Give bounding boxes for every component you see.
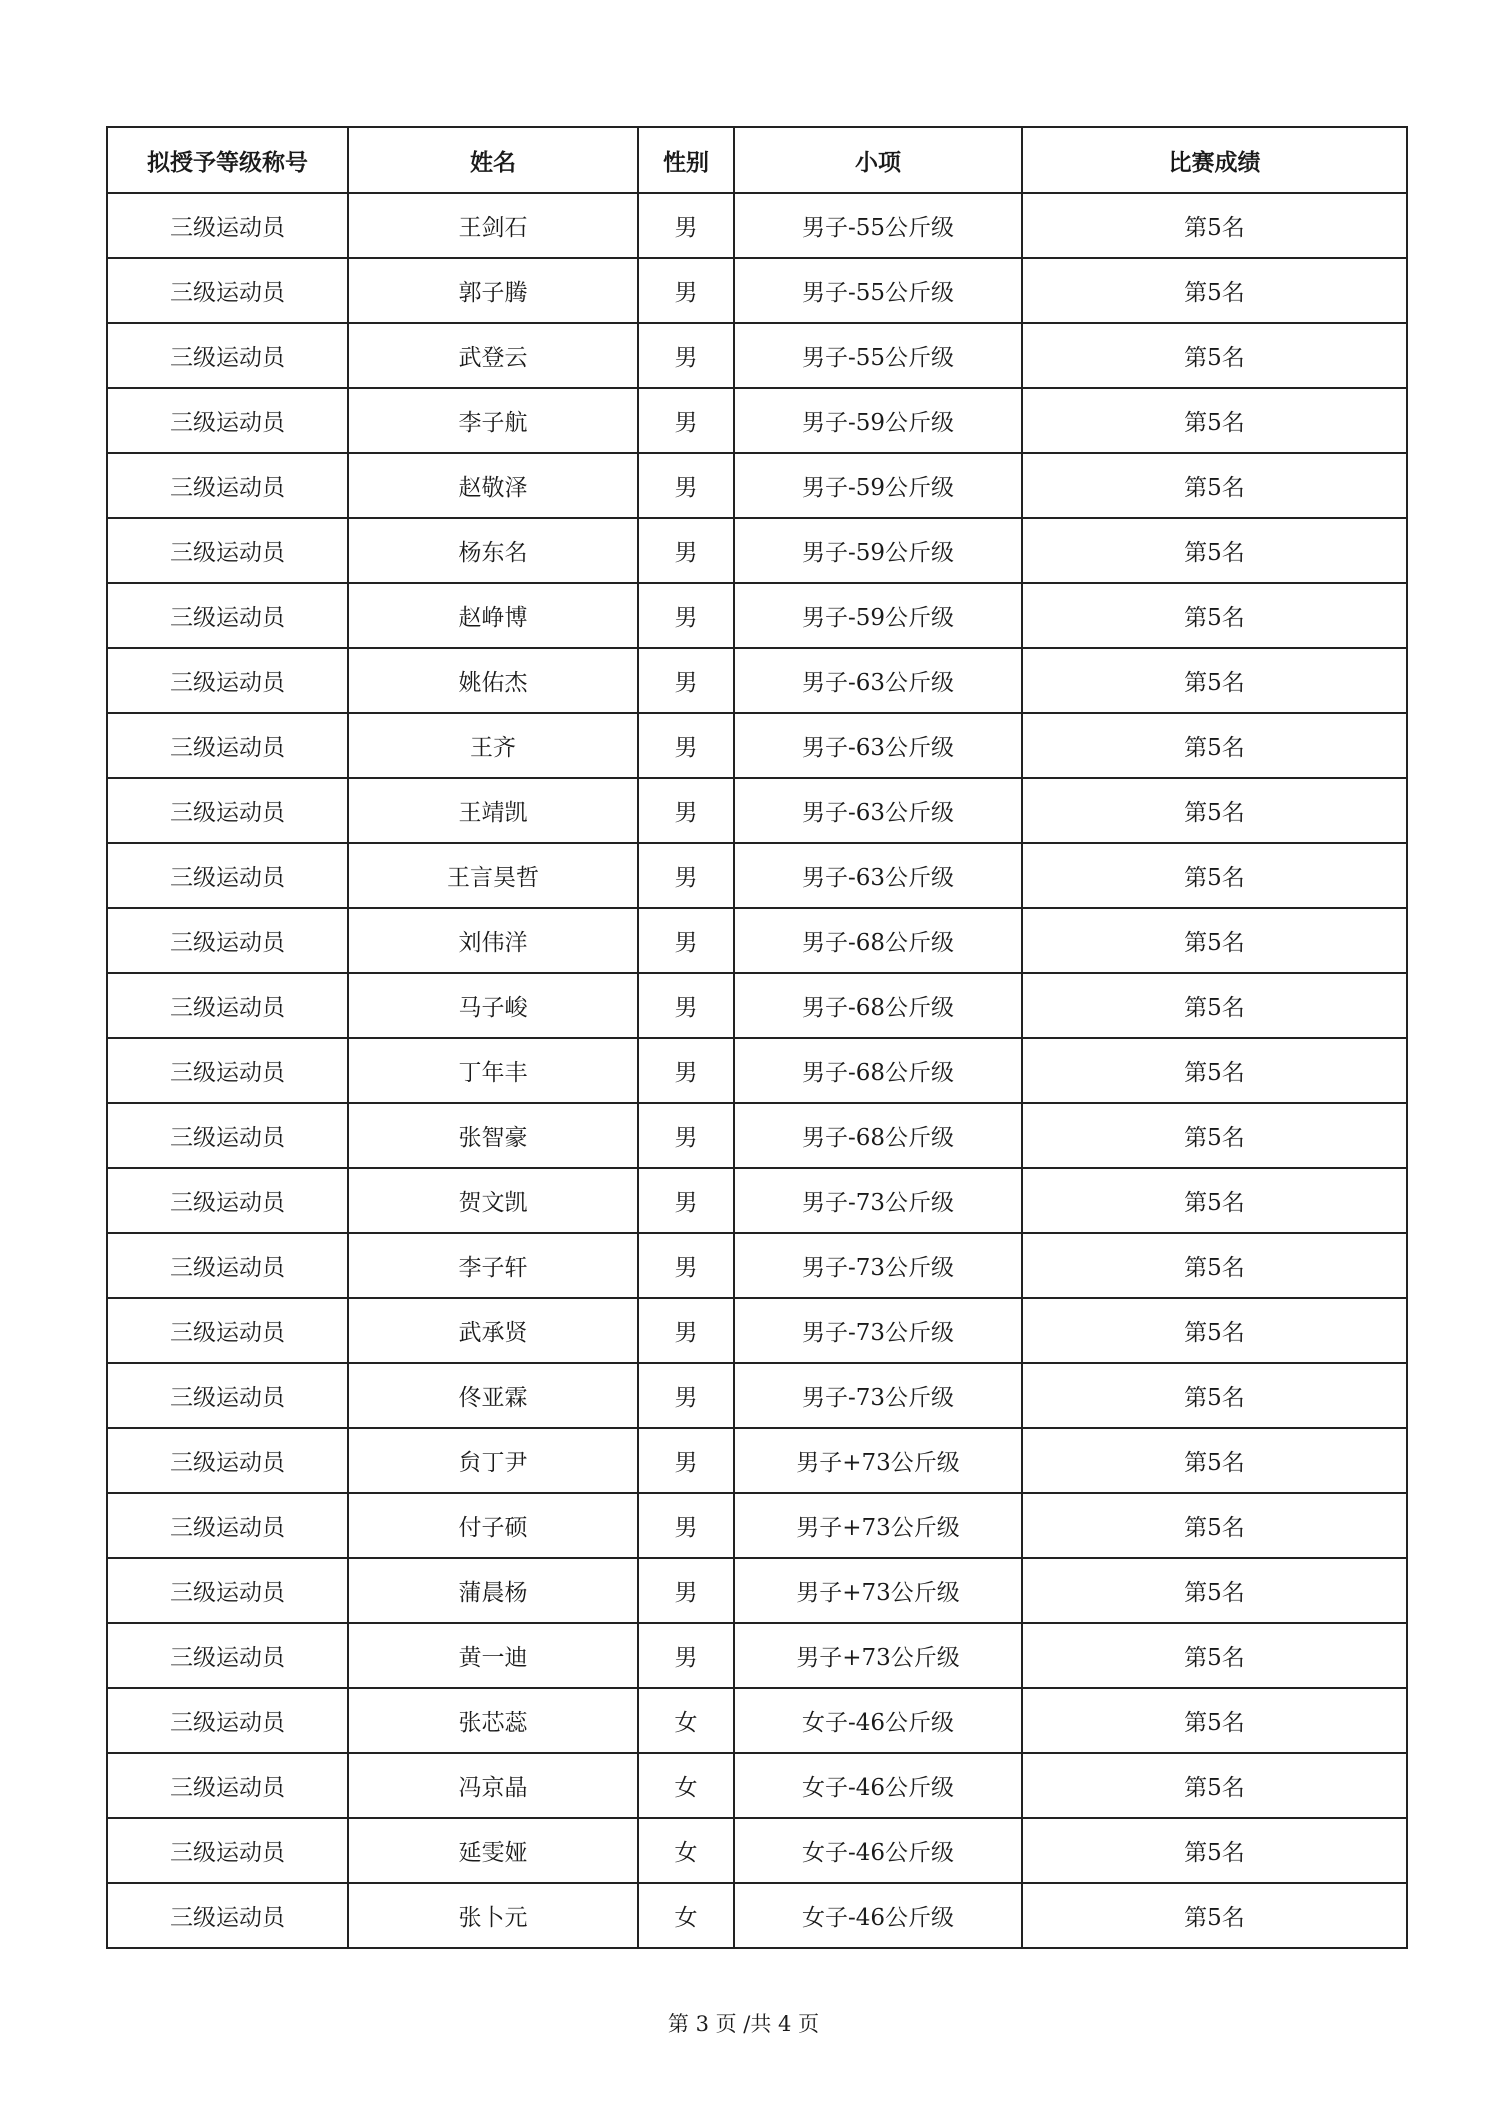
cell-name: 王靖凯	[348, 778, 638, 843]
cell-event: 男子-59公斤级	[734, 583, 1022, 648]
table-row	[107, 1883, 1407, 1948]
table-body	[107, 193, 1407, 1948]
cell-event: 男子-63公斤级	[734, 778, 1022, 843]
cell-name: 付子硕	[348, 1493, 638, 1558]
cell-gender: 男	[638, 778, 734, 843]
cell-gender: 男	[638, 973, 734, 1038]
table-row	[107, 843, 1407, 908]
cell-event: 男子-73公斤级	[734, 1168, 1022, 1233]
cell-name: 赵敬泽	[348, 453, 638, 518]
table-row	[107, 973, 1407, 1038]
cell-gender: 男	[638, 1103, 734, 1168]
cell-title: 三级运动员	[107, 1363, 348, 1428]
cell-gender: 女	[638, 1818, 734, 1883]
header-title: 拟授予等级称号	[107, 127, 348, 193]
cell-result: 第5名	[1022, 388, 1407, 453]
cell-title: 三级运动员	[107, 778, 348, 843]
cell-event: 男子-55公斤级	[734, 258, 1022, 323]
cell-event: 男子-63公斤级	[734, 713, 1022, 778]
cell-title: 三级运动员	[107, 1818, 348, 1883]
cell-title: 三级运动员	[107, 583, 348, 648]
cell-name: 延雯娅	[348, 1818, 638, 1883]
cell-name: 贺文凯	[348, 1168, 638, 1233]
cell-event: 男子-73公斤级	[734, 1298, 1022, 1363]
cell-gender: 男	[638, 843, 734, 908]
cell-gender: 男	[638, 1298, 734, 1363]
cell-result: 第5名	[1022, 193, 1407, 258]
cell-title: 三级运动员	[107, 973, 348, 1038]
cell-gender: 男	[638, 1558, 734, 1623]
cell-result: 第5名	[1022, 1688, 1407, 1753]
cell-result: 第5名	[1022, 1493, 1407, 1558]
cell-event: 男子-63公斤级	[734, 843, 1022, 908]
cell-gender: 男	[638, 1233, 734, 1298]
cell-title: 三级运动员	[107, 1493, 348, 1558]
cell-event: 男子-68公斤级	[734, 973, 1022, 1038]
table-row	[107, 1233, 1407, 1298]
cell-result: 第5名	[1022, 1363, 1407, 1428]
cell-title: 三级运动员	[107, 323, 348, 388]
cell-result: 第5名	[1022, 1038, 1407, 1103]
cell-gender: 男	[638, 713, 734, 778]
table-row	[107, 1753, 1407, 1818]
cell-gender: 男	[638, 648, 734, 713]
cell-event: 女子-46公斤级	[734, 1753, 1022, 1818]
cell-result: 第5名	[1022, 778, 1407, 843]
cell-result: 第5名	[1022, 1558, 1407, 1623]
cell-title: 三级运动员	[107, 1883, 348, 1948]
cell-name: 李子轩	[348, 1233, 638, 1298]
cell-title: 三级运动员	[107, 1558, 348, 1623]
cell-name: 丁年丰	[348, 1038, 638, 1103]
table-row	[107, 648, 1407, 713]
table-row	[107, 1363, 1407, 1428]
table-row	[107, 1103, 1407, 1168]
cell-event: 男子-68公斤级	[734, 1103, 1022, 1168]
cell-event: 男子-63公斤级	[734, 648, 1022, 713]
cell-result: 第5名	[1022, 518, 1407, 583]
cell-result: 第5名	[1022, 583, 1407, 648]
cell-title: 三级运动员	[107, 1168, 348, 1233]
cell-gender: 男	[638, 518, 734, 583]
cell-gender: 女	[638, 1688, 734, 1753]
table-row	[107, 453, 1407, 518]
cell-result: 第5名	[1022, 1818, 1407, 1883]
cell-gender: 男	[638, 1428, 734, 1493]
cell-result: 第5名	[1022, 258, 1407, 323]
cell-gender: 男	[638, 388, 734, 453]
cell-event: 男子-68公斤级	[734, 1038, 1022, 1103]
cell-result: 第5名	[1022, 1233, 1407, 1298]
cell-title: 三级运动员	[107, 258, 348, 323]
cell-event: 男子+73公斤级	[734, 1623, 1022, 1688]
cell-name: 贠丁尹	[348, 1428, 638, 1493]
cell-gender: 男	[638, 1493, 734, 1558]
cell-event: 男子-55公斤级	[734, 193, 1022, 258]
cell-title: 三级运动员	[107, 1298, 348, 1363]
cell-gender: 男	[638, 1623, 734, 1688]
table-row	[107, 778, 1407, 843]
cell-gender: 男	[638, 908, 734, 973]
cell-result: 第5名	[1022, 648, 1407, 713]
cell-title: 三级运动员	[107, 388, 348, 453]
cell-name: 张智豪	[348, 1103, 638, 1168]
cell-title: 三级运动员	[107, 1103, 348, 1168]
cell-title: 三级运动员	[107, 1428, 348, 1493]
cell-title: 三级运动员	[107, 453, 348, 518]
cell-title: 三级运动员	[107, 1623, 348, 1688]
athlete-table-container	[106, 126, 1406, 1949]
cell-gender: 男	[638, 1038, 734, 1103]
cell-event: 男子-55公斤级	[734, 323, 1022, 388]
table-row	[107, 1298, 1407, 1363]
cell-name: 冯京晶	[348, 1753, 638, 1818]
cell-result: 第5名	[1022, 1103, 1407, 1168]
cell-title: 三级运动员	[107, 518, 348, 583]
table-row	[107, 1038, 1407, 1103]
cell-gender: 男	[638, 193, 734, 258]
cell-name: 刘伟洋	[348, 908, 638, 973]
cell-event: 男子-59公斤级	[734, 518, 1022, 583]
table-row	[107, 908, 1407, 973]
table-row	[107, 258, 1407, 323]
cell-result: 第5名	[1022, 713, 1407, 778]
table-row	[107, 1168, 1407, 1233]
cell-name: 黄一迪	[348, 1623, 638, 1688]
table-row	[107, 1428, 1407, 1493]
cell-name: 武承贤	[348, 1298, 638, 1363]
cell-gender: 女	[638, 1753, 734, 1818]
cell-gender: 女	[638, 1883, 734, 1948]
cell-title: 三级运动员	[107, 843, 348, 908]
cell-name: 王言昊哲	[348, 843, 638, 908]
cell-event: 男子-73公斤级	[734, 1233, 1022, 1298]
cell-title: 三级运动员	[107, 1753, 348, 1818]
cell-result: 第5名	[1022, 1298, 1407, 1363]
cell-name: 张芯蕊	[348, 1688, 638, 1753]
cell-result: 第5名	[1022, 323, 1407, 388]
cell-name: 王剑石	[348, 193, 638, 258]
table-row	[107, 388, 1407, 453]
table-row	[107, 1623, 1407, 1688]
cell-result: 第5名	[1022, 908, 1407, 973]
cell-title: 三级运动员	[107, 1233, 348, 1298]
athlete-table	[106, 126, 1408, 1949]
page-number: 第 3 页 /共 4 页	[667, 2012, 820, 2036]
cell-name: 张卜元	[348, 1883, 638, 1948]
cell-name: 郭子腾	[348, 258, 638, 323]
cell-result: 第5名	[1022, 1753, 1407, 1818]
cell-gender: 男	[638, 583, 734, 648]
cell-name: 武登云	[348, 323, 638, 388]
cell-title: 三级运动员	[107, 1688, 348, 1753]
cell-result: 第5名	[1022, 1428, 1407, 1493]
cell-name: 王齐	[348, 713, 638, 778]
table-row	[107, 1818, 1407, 1883]
cell-event: 男子+73公斤级	[734, 1558, 1022, 1623]
cell-event: 女子-46公斤级	[734, 1818, 1022, 1883]
cell-title: 三级运动员	[107, 908, 348, 973]
table-row	[107, 193, 1407, 258]
header-name: 姓名	[348, 127, 638, 193]
table-header	[107, 127, 1407, 193]
table-row	[107, 583, 1407, 648]
cell-title: 三级运动员	[107, 1038, 348, 1103]
cell-gender: 男	[638, 258, 734, 323]
table-row	[107, 713, 1407, 778]
cell-event: 男子-59公斤级	[734, 388, 1022, 453]
cell-result: 第5名	[1022, 1883, 1407, 1948]
cell-event: 女子-46公斤级	[734, 1883, 1022, 1948]
cell-result: 第5名	[1022, 843, 1407, 908]
cell-name: 赵峥博	[348, 583, 638, 648]
cell-name: 马子峻	[348, 973, 638, 1038]
cell-gender: 男	[638, 1168, 734, 1233]
cell-title: 三级运动员	[107, 713, 348, 778]
table-row	[107, 323, 1407, 388]
cell-event: 男子-59公斤级	[734, 453, 1022, 518]
cell-name: 佟亚霖	[348, 1363, 638, 1428]
cell-title: 三级运动员	[107, 648, 348, 713]
cell-gender: 男	[638, 453, 734, 518]
cell-event: 男子-68公斤级	[734, 908, 1022, 973]
header-event: 小项	[734, 127, 1022, 193]
cell-name: 杨东名	[348, 518, 638, 583]
cell-gender: 男	[638, 1363, 734, 1428]
cell-event: 男子-73公斤级	[734, 1363, 1022, 1428]
table-row	[107, 1688, 1407, 1753]
table-row	[107, 1558, 1407, 1623]
cell-result: 第5名	[1022, 973, 1407, 1038]
header-result: 比赛成绩	[1022, 127, 1407, 193]
cell-result: 第5名	[1022, 1623, 1407, 1688]
cell-result: 第5名	[1022, 453, 1407, 518]
header-gender: 性别	[638, 127, 734, 193]
cell-gender: 男	[638, 323, 734, 388]
cell-name: 李子航	[348, 388, 638, 453]
table-row	[107, 518, 1407, 583]
cell-event: 男子+73公斤级	[734, 1493, 1022, 1558]
cell-event: 男子+73公斤级	[734, 1428, 1022, 1493]
cell-name: 姚佑杰	[348, 648, 638, 713]
cell-event: 女子-46公斤级	[734, 1688, 1022, 1753]
header-row	[107, 127, 1407, 193]
cell-title: 三级运动员	[107, 193, 348, 258]
cell-result: 第5名	[1022, 1168, 1407, 1233]
table-row	[107, 1493, 1407, 1558]
cell-name: 蒲晨杨	[348, 1558, 638, 1623]
